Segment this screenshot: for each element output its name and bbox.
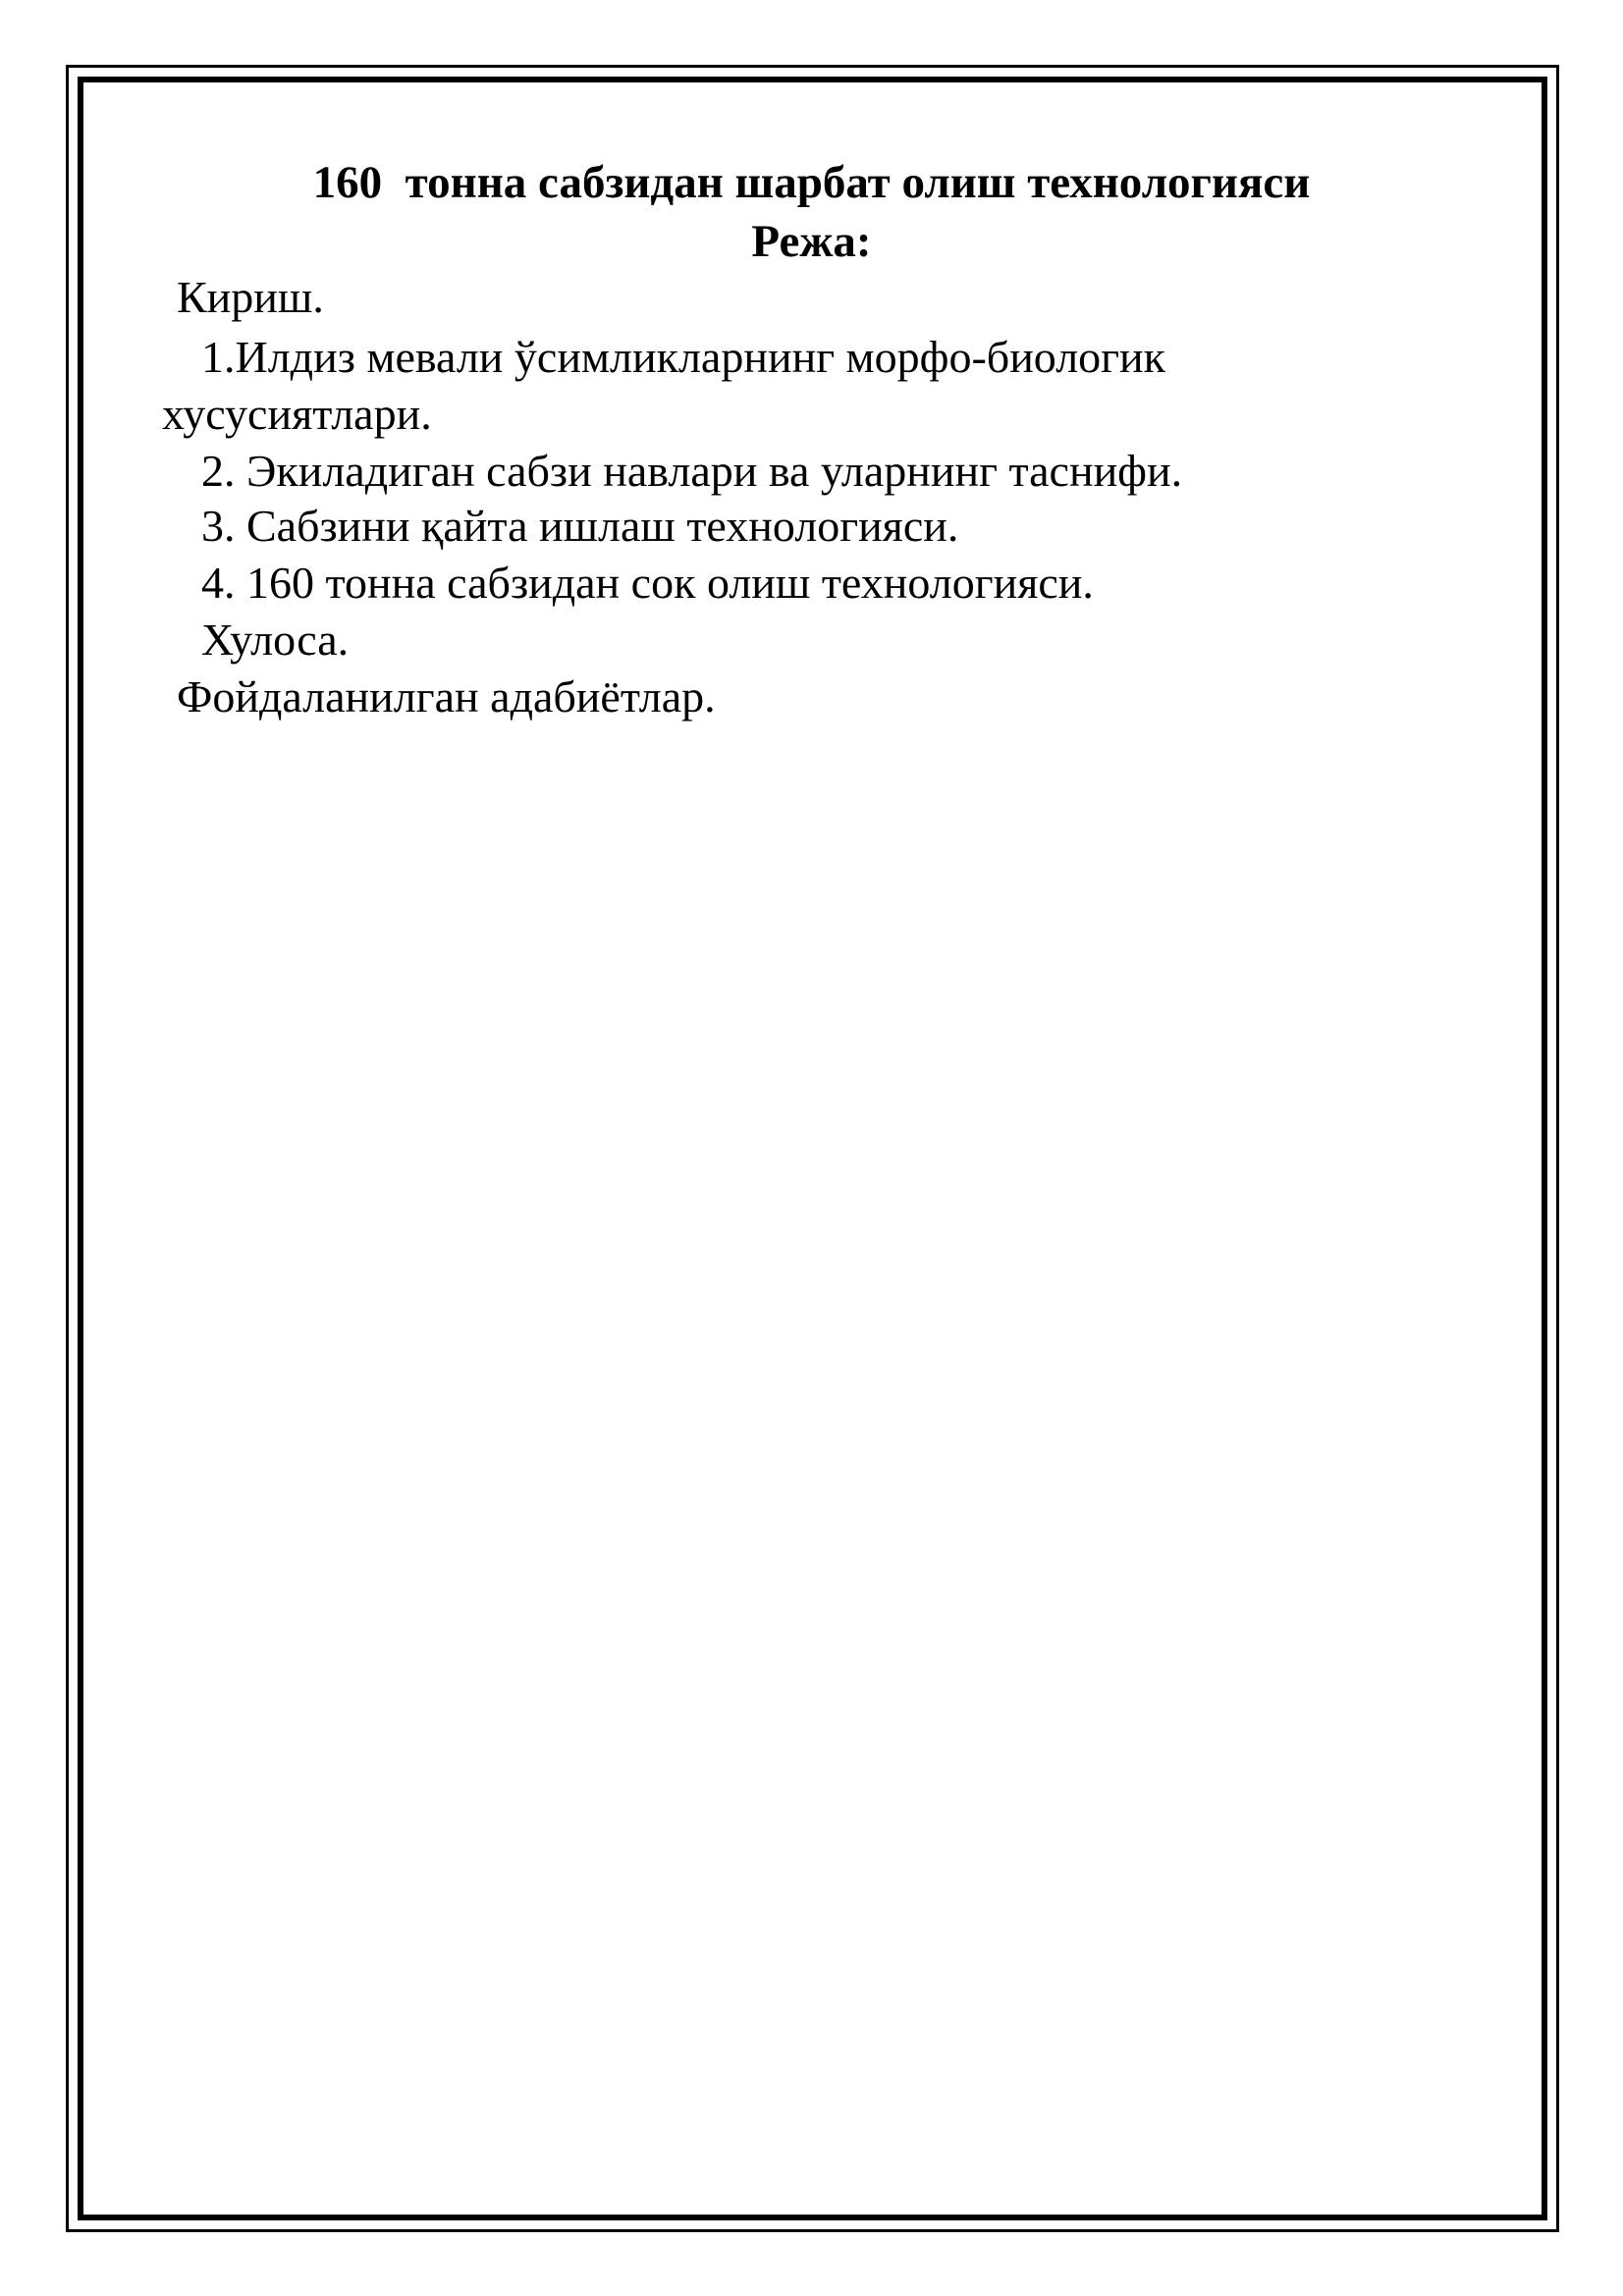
plan-item-references: Фойдаланилган адабиётлар. [177,671,716,721]
document-title: 160 тонна сабзидан шарбат олиш технологияси [312,157,1311,208]
plan-item-3: 3. Сабзини қайта ишлаш технологияси. [201,501,959,551]
plan-item-conclusion: Хулоса. [201,614,350,665]
plan-item-2: 2. Экиладиган сабзи навлари ва уларнинг таснифи. [201,446,1183,496]
plan-item-1: 1.Илдиз мевали ўсимликларнинг морфо-биологик [201,332,1165,382]
plan-item-introduction: Кириш. [177,272,324,322]
plan-heading: Режа: [751,216,872,267]
plan-item-1-continuation: хусусиятлари. [162,389,432,439]
plan-item-4: 4. 160 тонна сабзидан сок олиш технологияси. [201,558,1094,608]
